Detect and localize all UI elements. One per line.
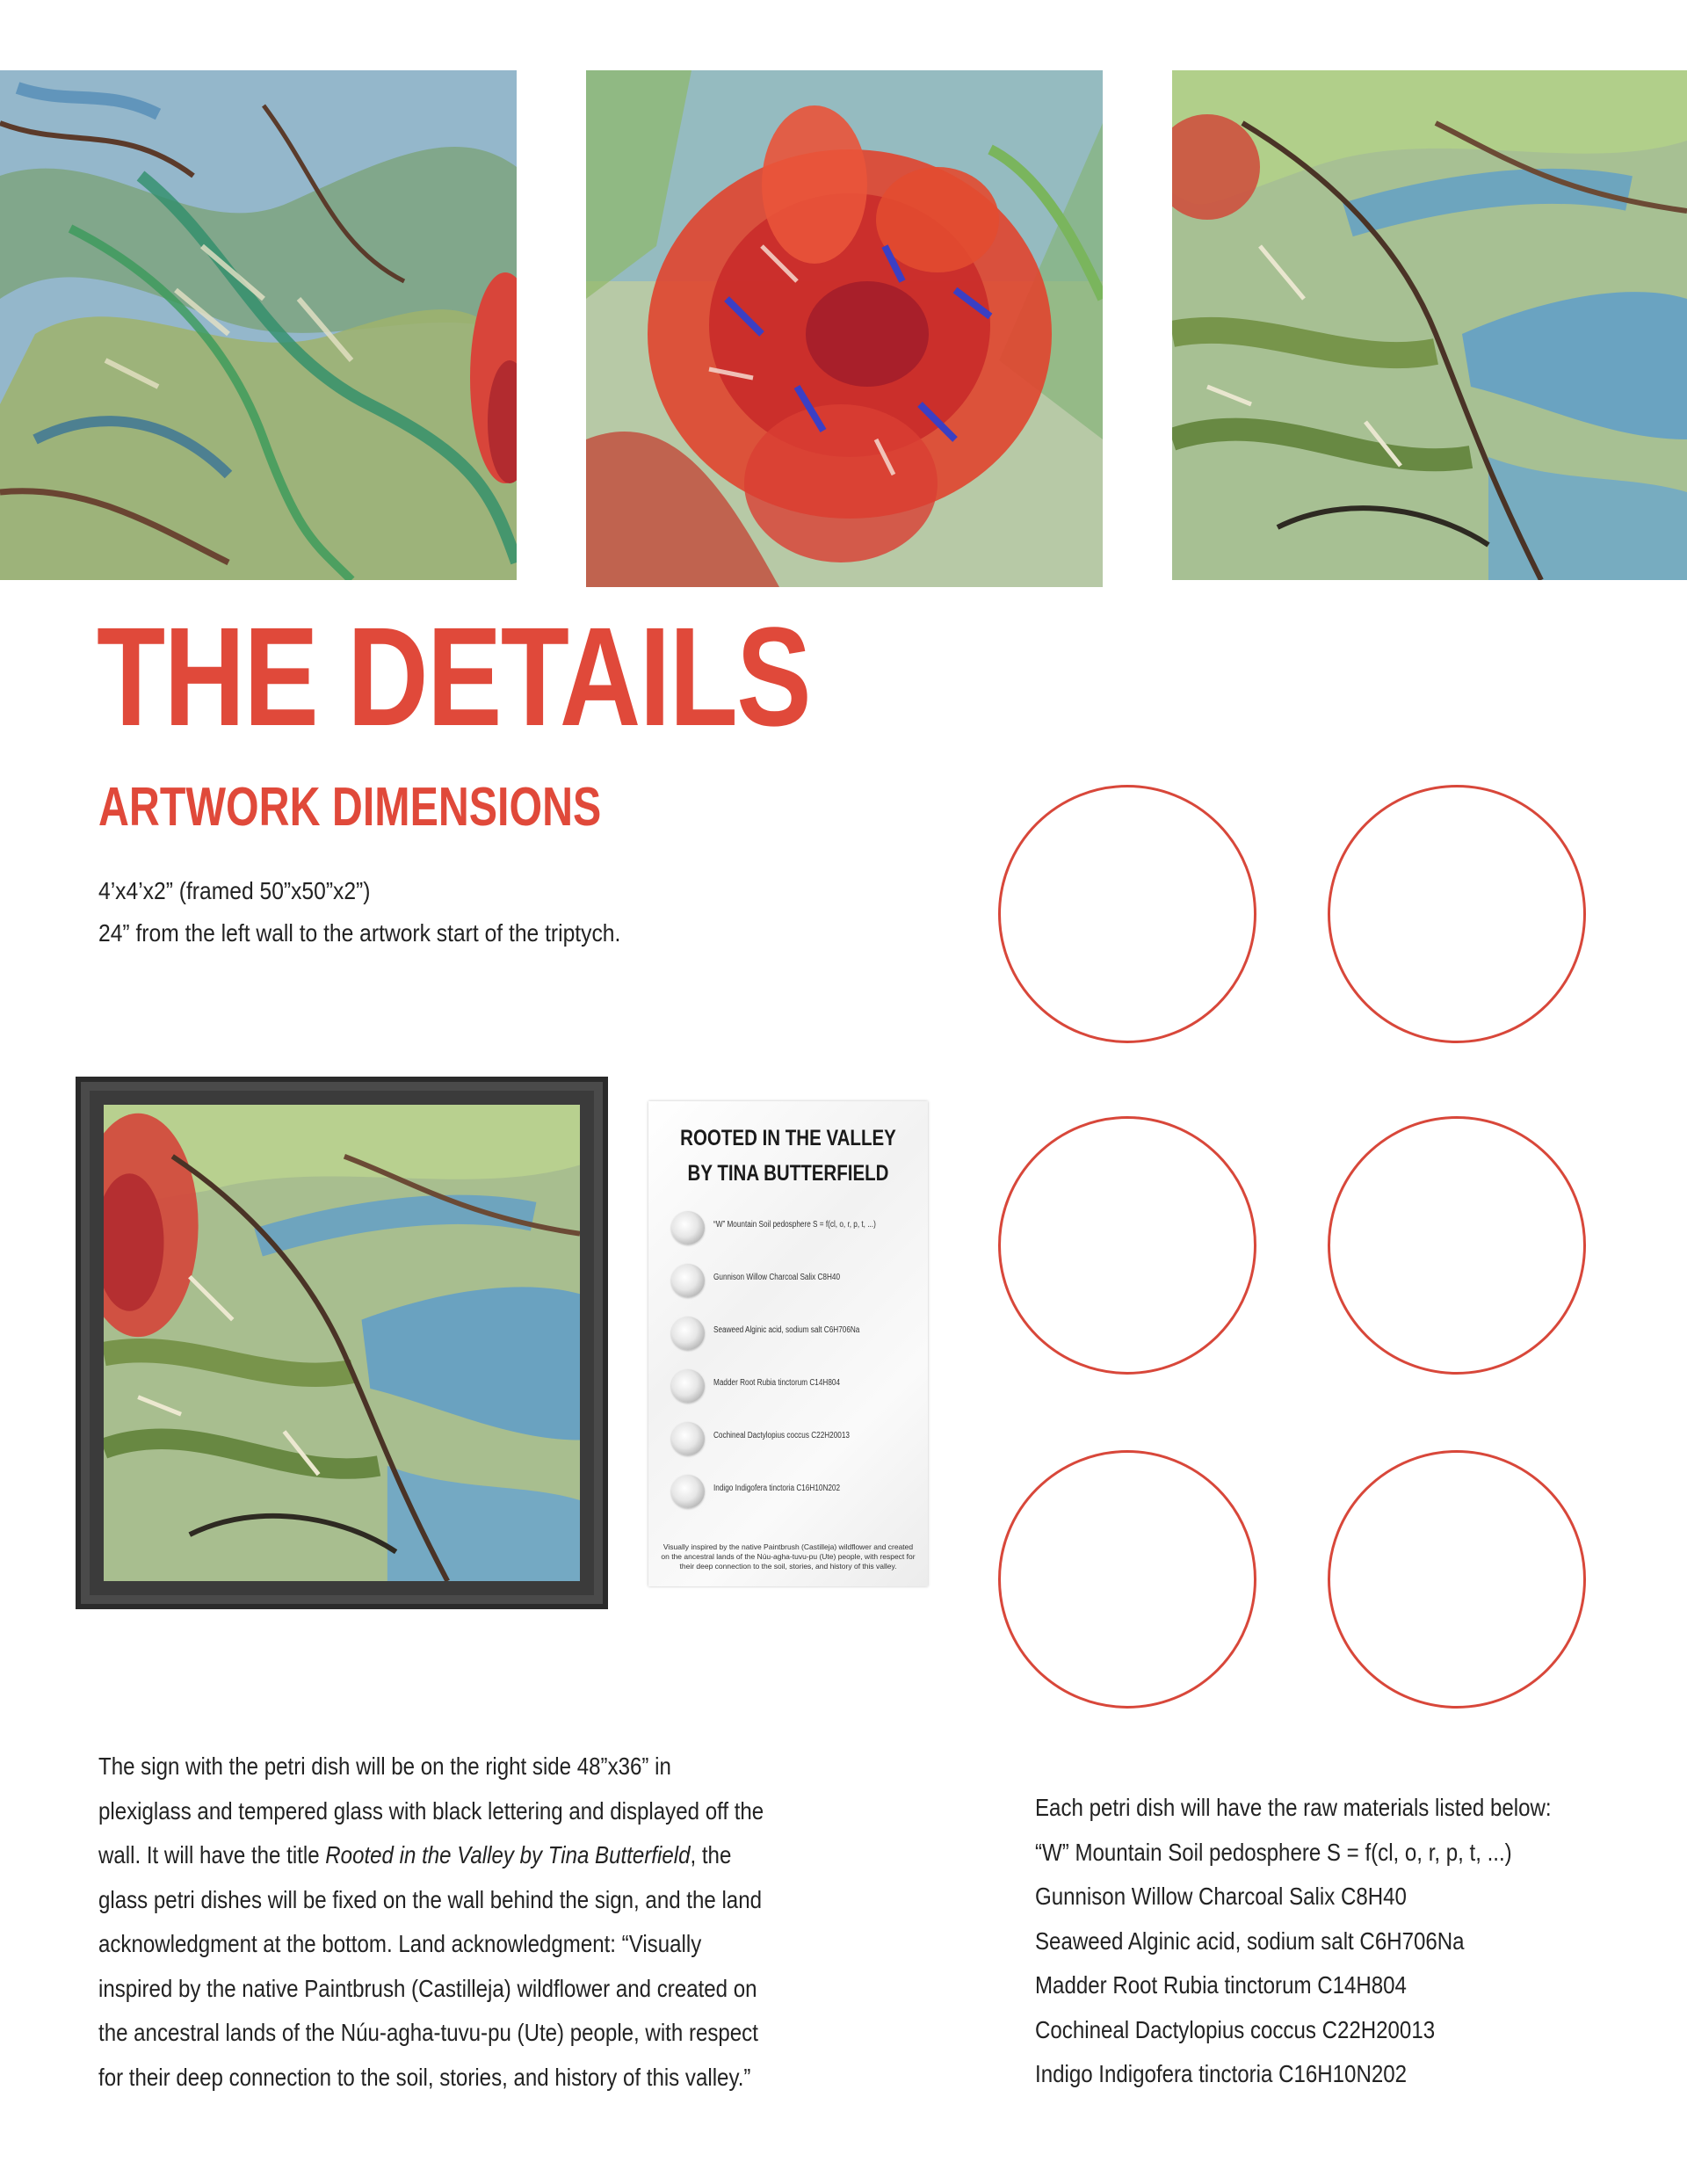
petri-dish-circle <box>998 1116 1256 1375</box>
sign-item <box>671 1209 926 1248</box>
sign-item <box>671 1315 926 1353</box>
sign-description <box>98 1745 863 2100</box>
description-line: glass petri dishes will be fixed on the wall behind the sign, and the land <box>98 1885 762 1913</box>
sign-item-label: Seaweed Alginic acid, sodium salt C6H706Na <box>713 1325 860 1335</box>
painting-panel-left <box>0 70 517 580</box>
sign-item-label: Indigo Indigofera tinctoria C16H10N202 <box>713 1484 841 1493</box>
painting-center-image <box>586 70 1103 587</box>
material-item: Indigo Indigofera tinctoria C16H10N202 <box>1035 2060 1408 2087</box>
petri-dish-circle <box>998 1450 1256 1709</box>
petri-dish-icon <box>671 1264 705 1297</box>
description-line: plexiglass and tempered glass with black lettering and displayed off the <box>98 1796 764 1825</box>
description-line: The sign with the petri dish will be on the right side 48”x36” in <box>98 1752 671 1780</box>
sign-item-label: Cochineal Dactylopius coccus C22H20013 <box>713 1431 850 1440</box>
description-line: acknowledgment at the bottom. Land acknowledgment: “Visually <box>98 1930 702 1957</box>
description-line: inspired by the native Paintbrush (Castilleja) wildflower and created on <box>98 1974 757 2002</box>
sign-item-label: Gunnison Willow Charcoal Salix C8H40 <box>713 1273 841 1282</box>
sign-item <box>671 1473 926 1512</box>
sign-item <box>671 1368 926 1406</box>
painting-right-image <box>1172 70 1687 580</box>
dimensions-placement: 24” from the left wall to the artwork start of the triptych. <box>98 919 621 947</box>
dimensions-block <box>98 870 620 954</box>
framed-painting <box>76 1077 608 1609</box>
material-item: Cochineal Dactylopius coccus C22H20013 <box>1035 2015 1436 2043</box>
dimensions-size: 4’x4’x2” (framed 50”x50”x2”) <box>98 877 371 904</box>
page-title: THE DETAILS <box>97 598 811 755</box>
sign-item <box>671 1420 926 1459</box>
petri-dish-icon <box>671 1369 705 1403</box>
framed-painting-canvas <box>104 1105 580 1581</box>
sign-item-label: “W” Mountain Soil pedosphere S = f(cl, o, r, p, t, ...) <box>713 1220 876 1230</box>
petri-dish-circle <box>1328 1450 1586 1709</box>
artwork-title-italic: Rooted in the Valley by Tina Butterfield <box>325 1841 691 1868</box>
material-item: Gunnison Willow Charcoal Salix C8H40 <box>1035 1883 1407 1910</box>
sign-title-line2: BY TINA BUTTERFIELD <box>687 1161 889 1186</box>
painting-left-image <box>0 70 517 580</box>
painting-panel-right <box>1172 70 1687 580</box>
description-text: , the <box>690 1841 732 1868</box>
petri-dish-circle <box>1328 1116 1586 1375</box>
sign-item <box>671 1262 926 1301</box>
painting-panel-center <box>586 70 1103 587</box>
section-subtitle: ARTWORK DIMENSIONS <box>98 777 602 838</box>
description-text: wall. It will have the title <box>98 1841 326 1868</box>
petri-dish-icon <box>671 1211 705 1244</box>
description-line: the ancestral lands of the Núu-agha-tuvu-pu (Ute) people, with respect <box>98 2019 758 2046</box>
sign-land-acknowledgment: Visually inspired by the native Paintbrush (Castilleja) wildflower and created on the ancestral lands of the Núu-agha-tuvu-pu (Ute) people, with respect for their deep connection to the soil, stories, and history of this valley. <box>661 1542 916 1571</box>
sign-item-label: Madder Root Rubia tinctorum C14H804 <box>713 1378 841 1388</box>
materials-list <box>1035 1786 1650 2097</box>
sign-mockup <box>648 1101 928 1586</box>
description-line <box>98 1833 854 1878</box>
materials-intro: Each petri dish will have the raw materials listed below: <box>1035 1794 1552 1821</box>
petri-dish-circle <box>998 785 1256 1043</box>
material-item: Seaweed Alginic acid, sodium salt C6H706Na <box>1035 1926 1465 1955</box>
sign-title-line1: ROOTED IN THE VALLEY <box>680 1126 896 1150</box>
material-item: Madder Root Rubia tinctorum C14H804 <box>1035 1971 1407 1999</box>
description-line: for their deep connection to the soil, stories, and history of this valley.” <box>98 2063 751 2091</box>
petri-dish-icon <box>671 1317 705 1350</box>
petri-dish-icon <box>671 1422 705 1455</box>
petri-dish-icon <box>671 1475 705 1508</box>
framed-painting-image <box>104 1105 580 1581</box>
sign-title <box>674 1121 903 1191</box>
petri-dish-circle <box>1328 785 1586 1043</box>
material-item: “W” Mountain Soil pedosphere S = f(cl, o, r, p, t, ...) <box>1035 1838 1512 1866</box>
